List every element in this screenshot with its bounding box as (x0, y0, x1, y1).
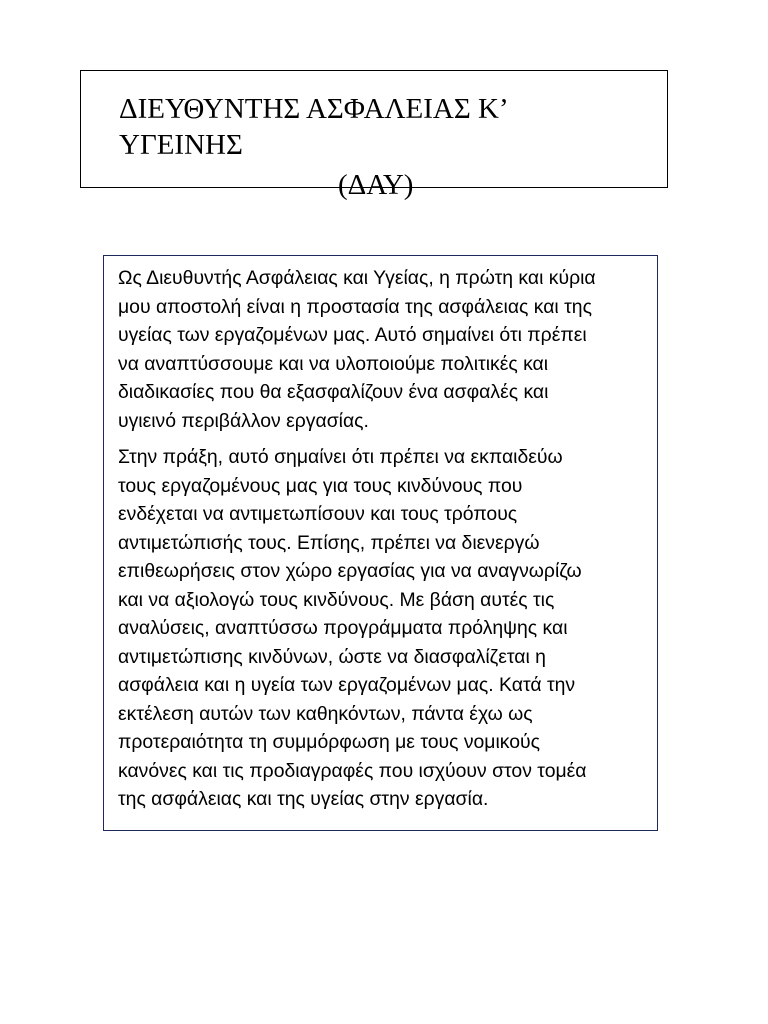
title-box (80, 70, 668, 201)
body-text-box (103, 255, 658, 831)
paragraph-mission: Ως Διευθυντής Ασφάλειας και Υγείας, η πρώτη και κύρια μου αποστολή είναι η προστασία της ασφάλειας και της υγείας των εργαζομένων μας. Αυτό σημαίνει ότι πρέπει να αναπτύσσουμε και να υλοποιούμε πολιτικές και διαδικασίες που θα εξασφαλίζουν ένα ασφαλές και υγιεινό περιβάλλον εργασίας. (118, 267, 596, 432)
title-line-1: ΔΙΕΥΘΥΝΤΗΣ ΑΣΦΑΛΕΙΑΣ Κ’ (119, 93, 509, 125)
paragraph-practice: Στην πράξη, αυτό σημαίνει ότι πρέπει να εκπαιδεύω τους εργαζομένους μας για τους κινδύνους που ενδέχεται να αντιμετωπίσουν και τους τρόπους αντιμετώπισής τους. Επίσης, πρέπει να διενεργώ επιθεωρήσεις στον χώρο εργασίας για να αναγνωρίζω και να αξιολογώ τους κινδύνους. Με βάση αυτές τις αναλύσεις, αναπτύσσω προγράμματα πρόληψης και αντιμετώπισης κινδύνων, ώστε να διασφαλίζεται η ασφάλεια και η υγεία των εργαζομένων μας. Κατά την εκτέλεση αυτών των καθηκόντων, πάντα έχω ως προτεραιότητα τη συμμόρφωση με τους νομικούς κανόνες και τις προδιαγραφές που ισχύουν στον τομέα της ασφάλειας και της υγείας στην εργασία. (118, 446, 587, 810)
title-line-2: ΥΓΕΙΝΗΣ (119, 129, 243, 161)
title-abbreviation: (ΔΑΥ) (338, 169, 414, 201)
